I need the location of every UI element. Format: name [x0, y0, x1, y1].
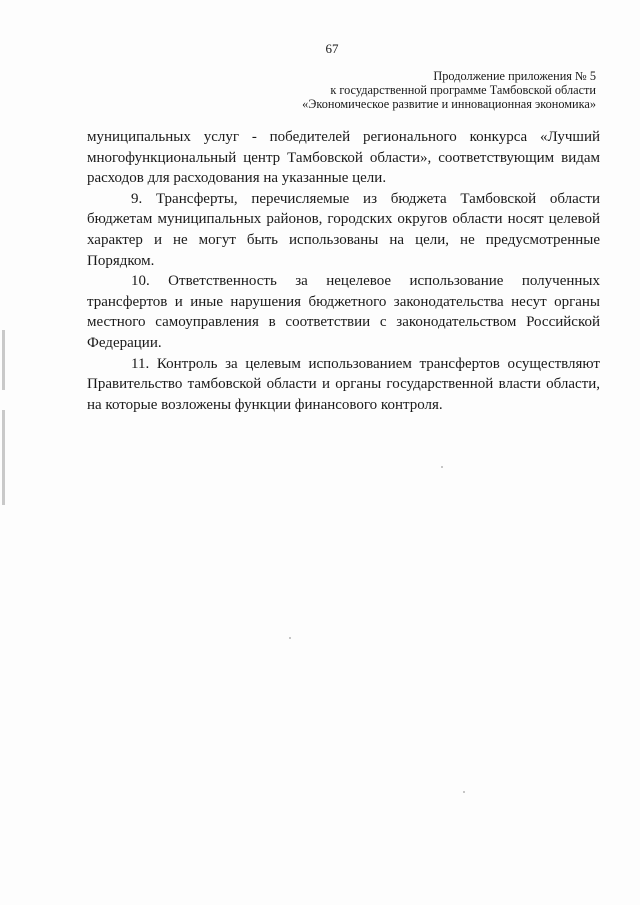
scan-speck: [289, 637, 291, 639]
page-number: 67: [325, 41, 339, 56]
appendix-header: [256, 69, 596, 111]
paragraph-item-10: 10. Ответственность за нецелевое использование полученных трансфертов и иные нарушения бюджетного законодательства несут органы местного самоуправления в соответствии с законодательством Российской Федерации.: [87, 273, 600, 351]
appendix-line: Продолжение приложения № 5: [433, 69, 596, 83]
appendix-line: к государственной программе Тамбовской области: [330, 83, 596, 97]
scan-margin-mark: [2, 330, 5, 390]
appendix-line: «Экономическое развитие и инновационная экономика»: [302, 97, 596, 111]
scan-speck: [463, 791, 465, 793]
scan-speck: [441, 466, 443, 468]
paragraph-continuation: муниципальных услуг - победителей регионального конкурса «Лучший многофункциональный центр Тамбовской области», соответствующим видам расходов для расходования на указанные цели.: [87, 129, 600, 187]
scan-margin-mark: [2, 410, 5, 505]
paragraph-item-9: 9. Трансферты, перечисляемые из бюджета Тамбовской области бюджетам муниципальных районов, городских округов области носят целевой характер и не могут быть использованы на цели, не предусмотренные Порядком.: [87, 190, 600, 269]
paragraph-item-11: 11. Контроль за целевым использованием трансфертов осуществляют Правительство тамбовской области и органы государственной власти области, на которые возложены функции финансового контроля.: [87, 355, 600, 413]
document-body: [87, 127, 600, 415]
